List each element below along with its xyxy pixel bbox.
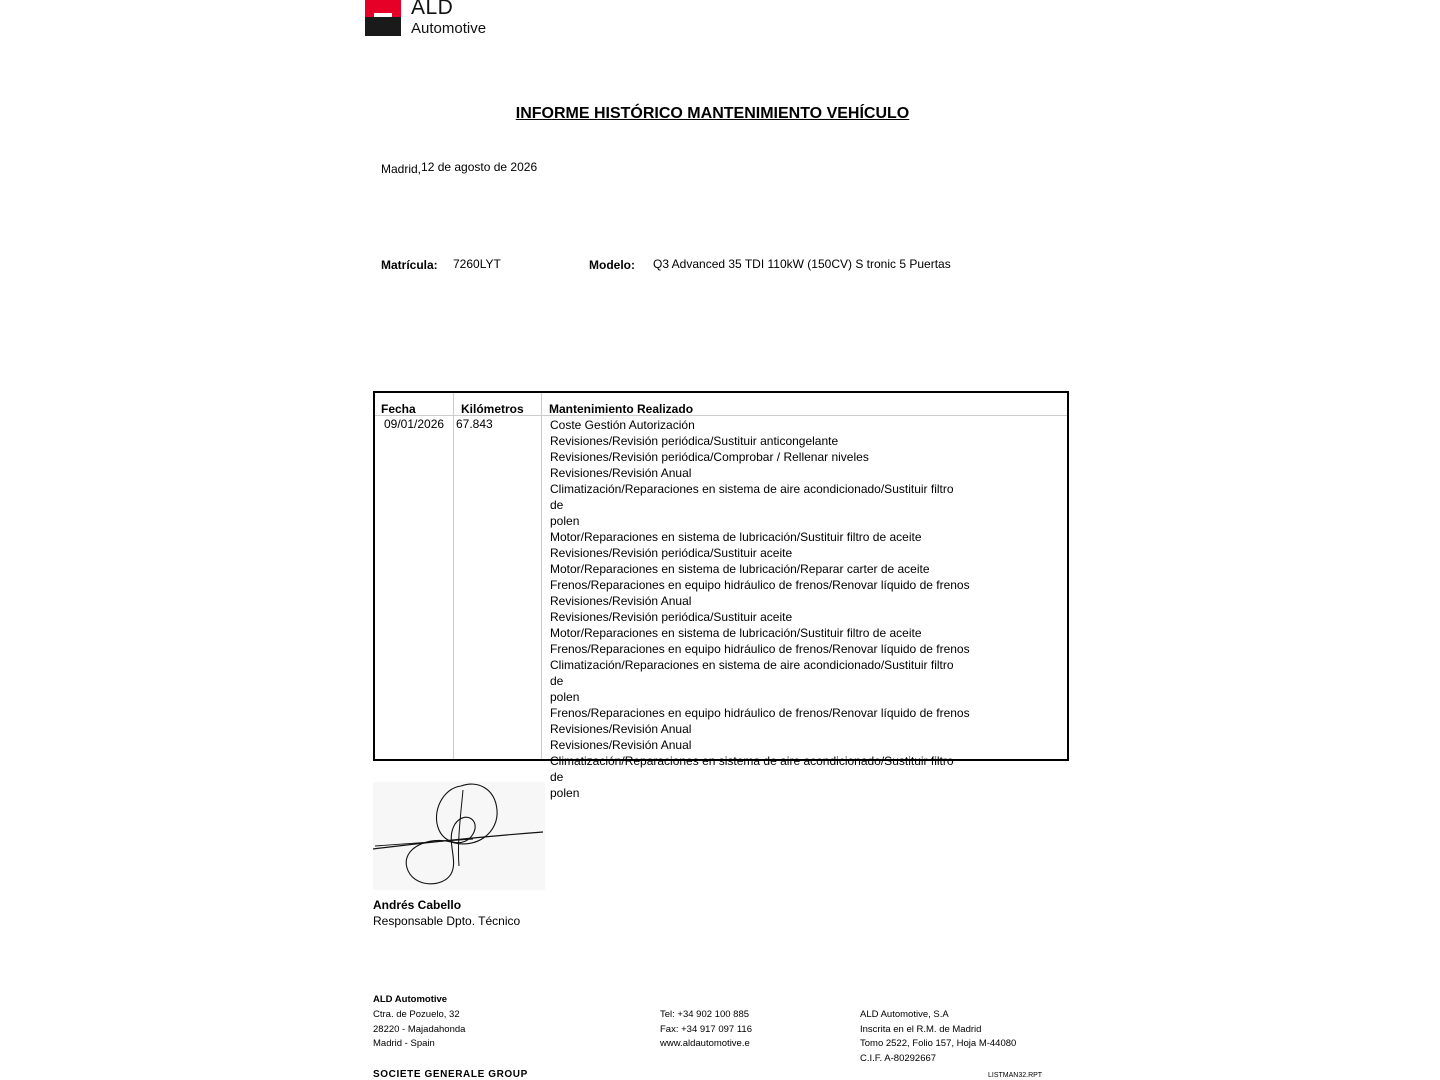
row-date: 09/01/2026	[384, 417, 445, 431]
footer-company: ALD Automotive	[373, 994, 448, 1005]
maintenance-item: Revisiones/Revisión periódica/Sustituir anticongelante	[550, 434, 839, 448]
footer-legal-line: ALD Automotive, S.A	[860, 1009, 949, 1020]
maintenance-item: Revisiones/Revisión Anual	[550, 722, 692, 736]
maintenance-item: Motor/Reparaciones en sistema de lubricación/Reparar carter de aceite	[550, 562, 930, 576]
signer-role: Responsable Dpto. Técnico	[373, 914, 521, 928]
maintenance-item: Coste Gestión Autorización	[550, 418, 695, 432]
maintenance-item: Frenos/Reparaciones en equipo hidráulico de frenos/Renovar líquido de frenos	[550, 642, 970, 656]
maintenance-item: polen	[550, 690, 580, 704]
footer-group-logo: SOCIETE GENERALE GROUP	[373, 1069, 528, 1080]
date-line	[381, 160, 537, 174]
footer-website-link[interactable]: www.aldautomotive.e	[660, 1038, 750, 1049]
maintenance-item: Motor/Reparaciones en sistema de lubricación/Sustituir filtro de aceite	[550, 530, 922, 544]
maintenance-item: Frenos/Reparaciones en equipo hidráulico de frenos/Renovar líquido de frenos	[550, 578, 970, 592]
maintenance-item: Revisiones/Revisión periódica/Comprobar / Rellenar niveles	[550, 450, 869, 464]
maintenance-item: polen	[550, 514, 580, 528]
logo-text-automotive: Automotive	[411, 20, 487, 37]
header-date: Fecha	[381, 402, 416, 416]
footer-fax: Fax: +34 917 097 116	[660, 1023, 752, 1035]
plate-label: Matrícula:	[381, 258, 438, 272]
column-divider	[541, 393, 542, 759]
footer-phone: Tel: +34 902 100 885	[660, 1009, 750, 1020]
logo-text-ald: ALD	[411, 0, 454, 19]
row-km: 67.843	[456, 417, 493, 431]
maintenance-item: Motor/Reparaciones en sistema de lubricación/Sustituir filtro de aceite	[550, 626, 922, 640]
document-title: INFORME HISTÓRICO MANTENIMIENTO VEHÍCULO	[515, 105, 910, 122]
maintenance-item: Climatización/Reparaciones en sistema de aire acondicionado/Sustituir filtro de	[550, 658, 954, 688]
signer-name: Andrés Cabello	[373, 898, 462, 912]
date-city: Madrid,	[381, 162, 422, 176]
date-value: 12 de agosto de 2026	[421, 160, 538, 174]
maintenance-list	[550, 417, 970, 801]
footer-legal-line: Tomo 2522, Folio 157, Hoja M-44080	[860, 1038, 1017, 1049]
footer-legal	[860, 1008, 1016, 1066]
header-km: Kilómetros	[461, 402, 524, 416]
footer-legal-line: Inscrita en el R.M. de Madrid	[860, 1023, 982, 1035]
plate-value: 7260LYT	[453, 257, 501, 271]
maintenance-item: polen	[550, 786, 580, 800]
maintenance-item: Revisiones/Revisión Anual	[550, 738, 692, 752]
maintenance-item: Climatización/Reparaciones en sistema de aire acondicionado/Sustituir filtro de	[550, 754, 954, 784]
maintenance-item: Revisiones/Revisión periódica/Sustituir aceite	[550, 546, 793, 560]
footer-address-line: Madrid - Spain	[373, 1038, 435, 1049]
maintenance-item: Revisiones/Revisión Anual	[550, 594, 692, 608]
footer-contact	[660, 1008, 752, 1052]
maintenance-item: Climatización/Reparaciones en sistema de aire acondicionado/Sustituir filtro de	[550, 482, 954, 512]
footer-address-line: Ctra. de Pozuelo, 32	[373, 1009, 460, 1020]
logo-mark-icon	[365, 0, 401, 36]
maintenance-item: Frenos/Reparaciones en equipo hidráulico de frenos/Renovar líquido de frenos	[550, 706, 970, 720]
maintenance-table	[373, 391, 1069, 800]
footer-address-line: 28220 - Majadahonda	[373, 1023, 466, 1035]
maintenance-item: Revisiones/Revisión periódica/Sustituir aceite	[550, 610, 793, 624]
footer-address	[373, 1008, 465, 1052]
footer-report-code: LISTMAN32.RPT	[988, 1072, 1043, 1079]
footer-legal-line: C.I.F. A-80292667	[860, 1052, 937, 1064]
model-value: Q3 Advanced 35 TDI 110kW (150CV) S tronic 5 Puertas	[653, 257, 951, 271]
column-divider	[453, 393, 454, 759]
header-maintenance: Mantenimiento Realizado	[549, 402, 694, 416]
company-logo	[365, 0, 500, 36]
maintenance-item: Revisiones/Revisión Anual	[550, 466, 692, 480]
signature-image	[373, 782, 545, 890]
model-label: Modelo:	[589, 258, 635, 272]
